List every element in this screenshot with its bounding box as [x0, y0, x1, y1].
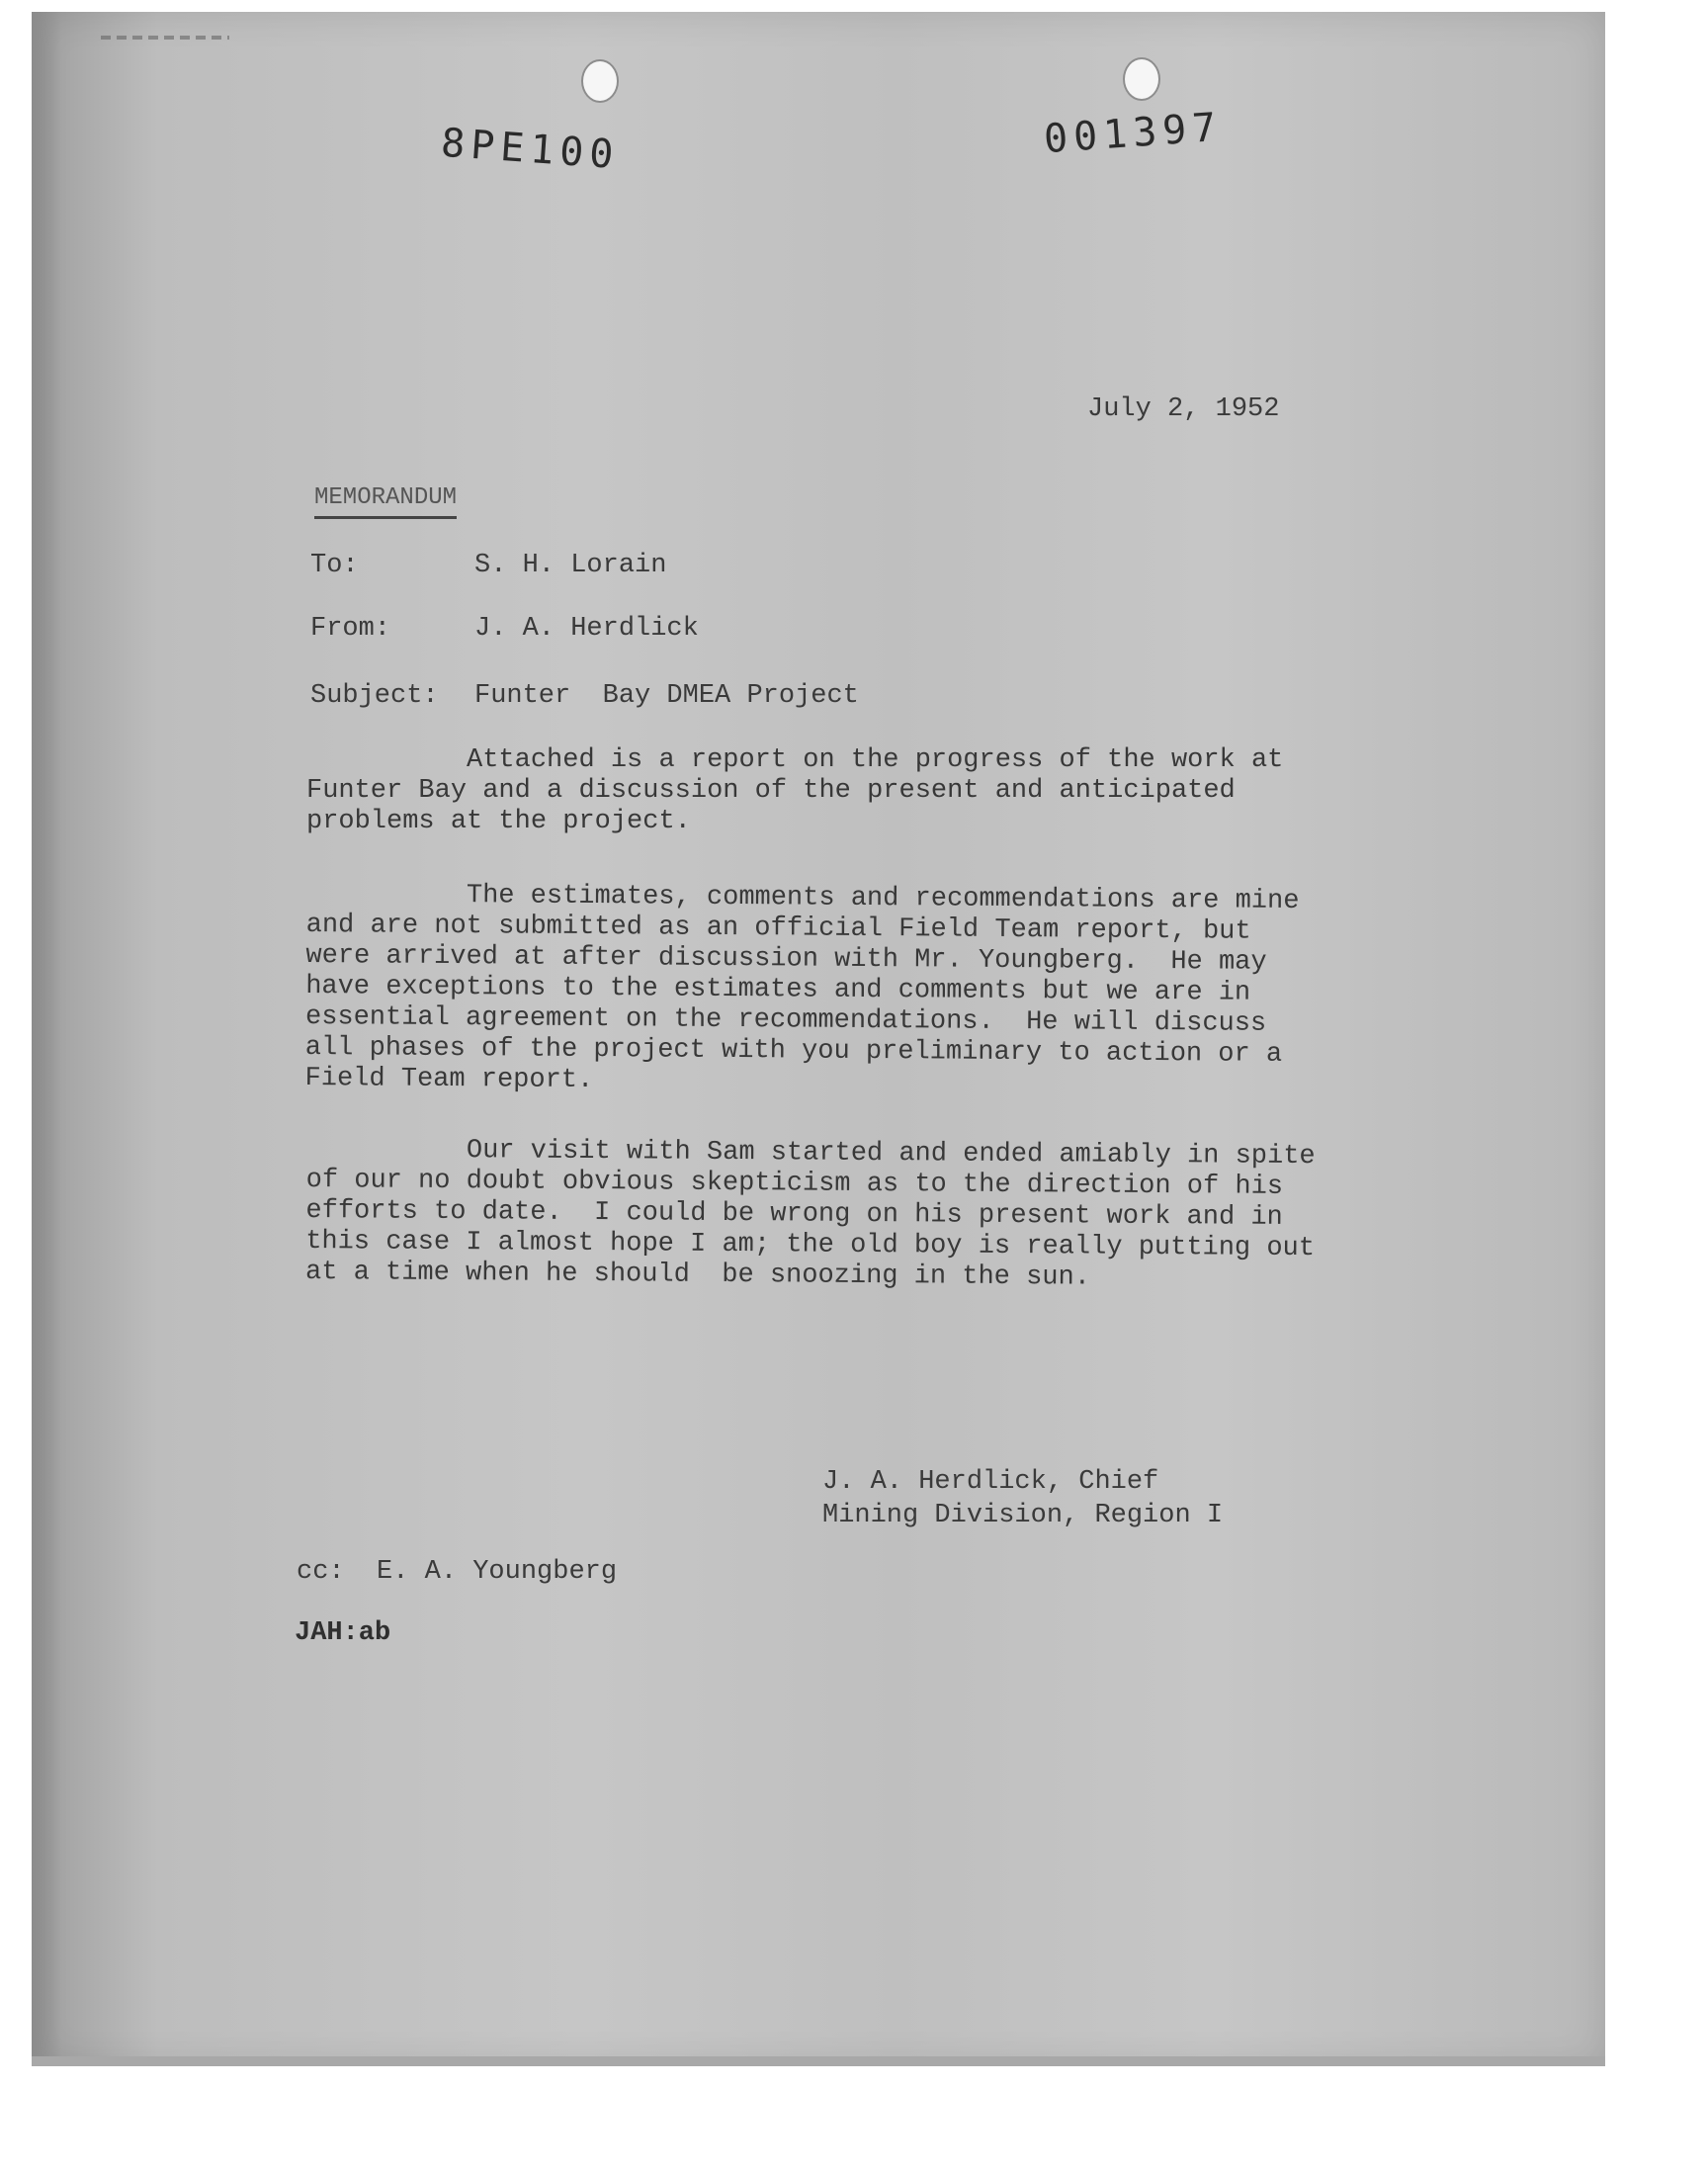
paragraph-line: and are not submitted as an official Field Team report, but	[305, 910, 1251, 947]
paragraph-line: were arrived at after discussion with Mr. Youngberg. He may	[305, 940, 1267, 978]
paragraph-2	[304, 880, 1353, 1101]
paragraph-line: at a time when he should be snoozing in the sun.	[304, 1257, 1091, 1293]
signature-name: J. A. Herdlick, Chief	[822, 1467, 1159, 1497]
subject-value: Funter Bay DMEA Project	[474, 681, 859, 711]
paragraph-line: Field Team report.	[304, 1063, 594, 1096]
paragraph-line: all phases of the project with you preliminary to action or a	[304, 1032, 1283, 1070]
from-value: J. A. Herdlick	[474, 614, 699, 644]
paragraph-line: have exceptions to the estimates and comments but we are in	[305, 971, 1251, 1008]
paragraph-line: The estimates, comments and recommendations are mine	[305, 880, 1300, 917]
sheet-shadow-edge	[32, 12, 61, 2066]
signature-title: Mining Division, Region I	[822, 1501, 1224, 1530]
signature-block	[822, 1465, 1223, 1532]
paragraph-line: essential agreement on the recommendations. He will discuss	[304, 1001, 1267, 1039]
subject-label: Subject:	[310, 681, 439, 711]
typist-initials: JAH:ab	[295, 1618, 391, 1648]
from-label: From:	[310, 614, 391, 644]
punch-hole-left	[581, 59, 619, 103]
to-value: S. H. Lorain	[474, 551, 667, 580]
paragraph-1	[306, 745, 1354, 837]
paragraph-line: of our no doubt obvious skepticism as to the direction of his	[305, 1165, 1284, 1202]
paragraph-3	[305, 1135, 1354, 1295]
paragraph-line: efforts to date. I could be wrong on his present work and in	[305, 1195, 1283, 1233]
to-label: To:	[310, 551, 359, 580]
paragraph-line: Funter Bay and a discussion of the present and anticipated	[306, 776, 1236, 806]
cc-line: cc: E. A. Youngberg	[297, 1557, 618, 1587]
stamp-number-left: 8PE100	[439, 120, 621, 179]
memo-date: July 2, 1952	[1087, 394, 1280, 424]
sheet-bottom-edge	[32, 2056, 1605, 2066]
punch-hole-right	[1123, 57, 1160, 101]
stamp-number-right: 001397	[1042, 104, 1224, 163]
paragraph-line: problems at the project.	[306, 807, 691, 836]
paragraph-line: this case I almost hope I am; the old boy is really putting out	[305, 1226, 1316, 1264]
memo-heading: MEMORANDUM	[314, 482, 457, 519]
paragraph-line: Attached is a report on the progress of the work at	[306, 745, 1284, 775]
paragraph-line: Our visit with Sam started and ended amiably in spite	[305, 1135, 1316, 1173]
corner-mark	[101, 36, 229, 40]
